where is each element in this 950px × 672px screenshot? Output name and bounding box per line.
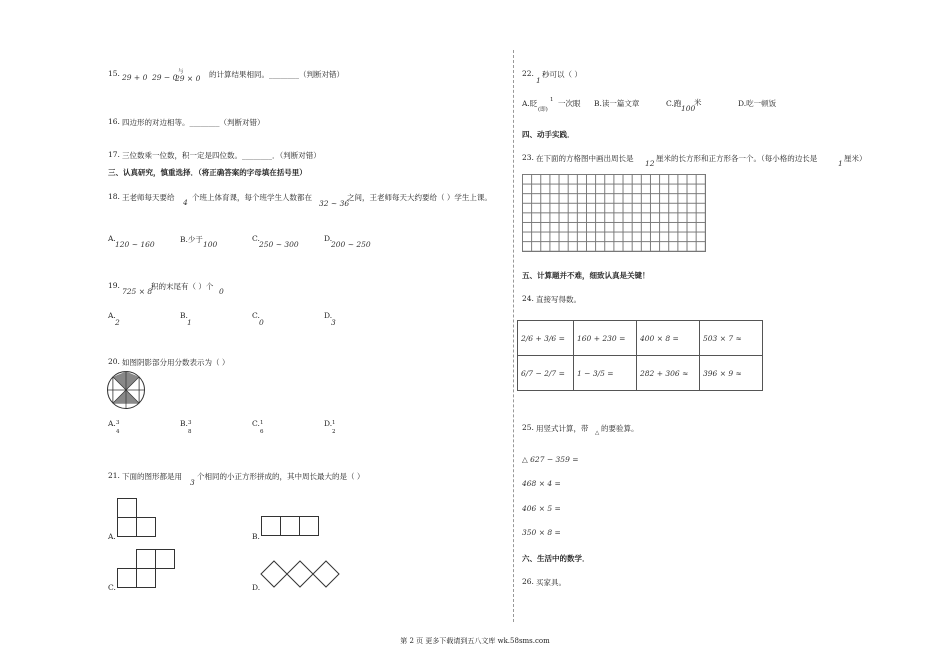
q21-option-c-figure — [117, 549, 177, 589]
q19-n: 0 — [219, 287, 224, 296]
q22-number: 22. — [522, 69, 534, 78]
q21-option-d-figure — [261, 560, 343, 588]
q20-option-b-label[interactable]: B. — [180, 419, 188, 428]
q18-option-b-value[interactable]: 100 — [203, 240, 218, 249]
q22-option-a-box: (即) — [538, 107, 548, 113]
q22-option-c[interactable]: C.跑 — [666, 99, 682, 108]
q26-number: 26. — [522, 577, 534, 586]
q18-option-c-label[interactable]: C. — [252, 234, 260, 243]
q19-option-a-label[interactable]: A. — [108, 311, 116, 320]
q18-option-c-value[interactable]: 250 ~ 300 — [259, 240, 299, 249]
q18-range: 32 ~ 36 — [319, 199, 350, 208]
q19-text: 积的末尾有（ ）个 — [151, 282, 214, 291]
q21-text-2: 个相同的小正方形拼成的，其中周长最大的是（ ） — [197, 472, 365, 481]
q19-number: 19. — [108, 281, 120, 290]
q15-word: 与 — [178, 69, 184, 75]
q18-number: 18. — [108, 192, 120, 201]
q20-option-d-den: 2 — [332, 429, 336, 435]
q20-option-a-num: 3 — [116, 420, 120, 426]
page-footer: 第 2 页 更多下载请到五八文库 wk.58sms.com — [400, 637, 550, 645]
column-divider — [513, 50, 514, 622]
q17-number: 17. — [108, 150, 120, 159]
q18-option-d-value[interactable]: 200 ~ 250 — [331, 240, 371, 249]
calc-cell[interactable]: 160 + 230 = — [574, 321, 637, 356]
q20-circle-figure — [106, 370, 146, 410]
q21-option-b-figure — [261, 516, 319, 537]
q16-text: 四边形的对边相等。________（判断对错） — [122, 118, 265, 127]
calc-row — [518, 321, 763, 356]
q15-expr3: 29 × 0 — [175, 74, 201, 83]
q25-item-2[interactable]: 468 × 4 = — [522, 479, 561, 488]
q23-text-1: 在下面的方格图中画出周长是 — [536, 154, 634, 163]
q20-option-c-num: 1 — [260, 420, 264, 426]
q22-n: 1 — [536, 76, 541, 85]
q16-number: 16. — [108, 117, 120, 126]
q23-n1: 12 — [645, 159, 655, 168]
calc-cell[interactable]: 503 × 7 ≈ — [700, 321, 763, 356]
calc-cell[interactable]: 6/7 − 2/7 = — [518, 356, 574, 391]
q25-item-3[interactable]: 406 × 5 = — [522, 504, 561, 513]
calc-row — [518, 356, 763, 391]
q20-option-b-den: 8 — [188, 429, 192, 435]
calc-cell[interactable]: 400 × 8 = — [637, 321, 700, 356]
q18-text-3: 之间，王老师每天大约要给（ ）学生上课。 — [347, 193, 492, 202]
calc-table — [517, 320, 763, 391]
triangle-mark-icon: △ — [595, 430, 600, 436]
q15-text: 的计算结果相同。________（判断对错） — [209, 70, 344, 79]
q18-option-a-value[interactable]: 120 ~ 160 — [115, 240, 155, 249]
q22-option-a[interactable]: A.眨 — [522, 99, 538, 108]
q19-option-c-value[interactable]: 0 — [259, 318, 264, 327]
q22-text: 秒可以（ ） — [542, 70, 582, 79]
q15-number: 15. — [108, 69, 120, 78]
q20-option-b-num: 3 — [188, 420, 192, 426]
q20-text: 如图阴影部分用分数表示为（ ） — [122, 358, 230, 367]
q20-option-c-label[interactable]: C. — [252, 419, 260, 428]
q24-text: 直接写得数。 — [536, 295, 581, 304]
q23-text-2: 厘米的长方形和正方形各一个。（每小格的边长是 — [656, 154, 818, 163]
q25-text-1: 用竖式计算，带 — [536, 424, 589, 433]
q20-option-a-den: 4 — [116, 429, 120, 435]
q15-expr2: 29 − 0 — [152, 73, 178, 82]
q25-item-1[interactable]: △ 627 − 359 = — [522, 455, 579, 464]
q18-text-2: 个班上体育课，每个班学生人数都在 — [192, 193, 312, 202]
q18-option-d-label[interactable]: D. — [324, 234, 333, 243]
q18-n1: 4 — [183, 198, 188, 207]
q25-item-4[interactable]: 350 × 8 = — [522, 528, 561, 537]
q20-number: 20. — [108, 357, 120, 366]
q21-text-1: 下面的图形都是用 — [122, 472, 182, 481]
q18-text-1: 王老师每天要给 — [122, 193, 175, 202]
q22-option-a-small: 1 — [550, 97, 554, 103]
q20-option-d-num: 1 — [332, 420, 336, 426]
q15-expr1: 29 + 0 — [122, 73, 148, 82]
q21-option-a-figure — [117, 498, 157, 538]
q19-option-b-value[interactable]: 1 — [187, 318, 192, 327]
q21-n: 3 — [190, 478, 195, 487]
q21-option-a-label[interactable]: A. — [108, 532, 116, 541]
q19-option-a-value[interactable]: 2 — [115, 318, 120, 327]
q22-option-c-num: 100 — [681, 104, 696, 113]
q19-option-b-label[interactable]: B. — [180, 311, 188, 320]
calc-cell[interactable]: 2/6 + 3/6 = — [518, 321, 574, 356]
q22-option-d[interactable]: D.吃一顿饭 — [738, 99, 777, 108]
q21-option-d-label[interactable]: D. — [252, 583, 261, 592]
q21-option-b-label[interactable]: B. — [252, 532, 260, 541]
q19-option-d-value[interactable]: 3 — [331, 318, 336, 327]
q22-option-a-tail: 一次眼 — [558, 99, 581, 108]
q20-option-c-den: 6 — [260, 429, 264, 435]
q20-option-a-label[interactable]: A. — [108, 419, 116, 428]
q19-option-c-label[interactable]: C. — [252, 311, 260, 320]
calc-cell[interactable]: 1 − 3/5 = — [574, 356, 637, 391]
q20-option-d-label[interactable]: D. — [324, 419, 333, 428]
section-6-heading: 六、生活中的数学． — [522, 554, 590, 563]
q21-option-c-label[interactable]: C. — [108, 583, 116, 592]
q24-number: 24. — [522, 294, 534, 303]
calc-cell[interactable]: 282 + 306 ≈ — [637, 356, 700, 391]
square-grid[interactable] — [522, 174, 706, 252]
q22-option-c-unit: 米 — [694, 98, 702, 107]
q22-option-b[interactable]: B.读一篇文章 — [594, 99, 640, 108]
q26-text: 买家具。 — [536, 578, 566, 587]
q23-text-3: 厘米） — [844, 154, 867, 163]
q23-n2: 1 — [838, 159, 843, 168]
q21-number: 21. — [108, 471, 120, 480]
q19-option-d-label[interactable]: D. — [324, 311, 333, 320]
q25-number: 25. — [522, 423, 534, 432]
q19-expr: 725 × 8 — [122, 287, 153, 296]
section-4-heading: 四、动手实践． — [522, 130, 575, 139]
q23-number: 23. — [522, 153, 534, 162]
calc-cell[interactable]: 396 × 9 ≈ — [700, 356, 763, 391]
q25-text-2: 的要验算。 — [601, 424, 639, 433]
q18-option-a-label[interactable]: A. — [108, 234, 116, 243]
section-5-heading: 五、计算题并不难，细致认真是关键！ — [522, 271, 650, 280]
q18-option-b-label[interactable]: B.少于 — [180, 235, 203, 244]
q17-text: 三位数乘一位数，积一定是四位数。________．（判断对错） — [122, 151, 321, 160]
section-3-heading: 三、认真研究，慎重选择．（将正确答案的字母填在括号里） — [108, 168, 307, 177]
